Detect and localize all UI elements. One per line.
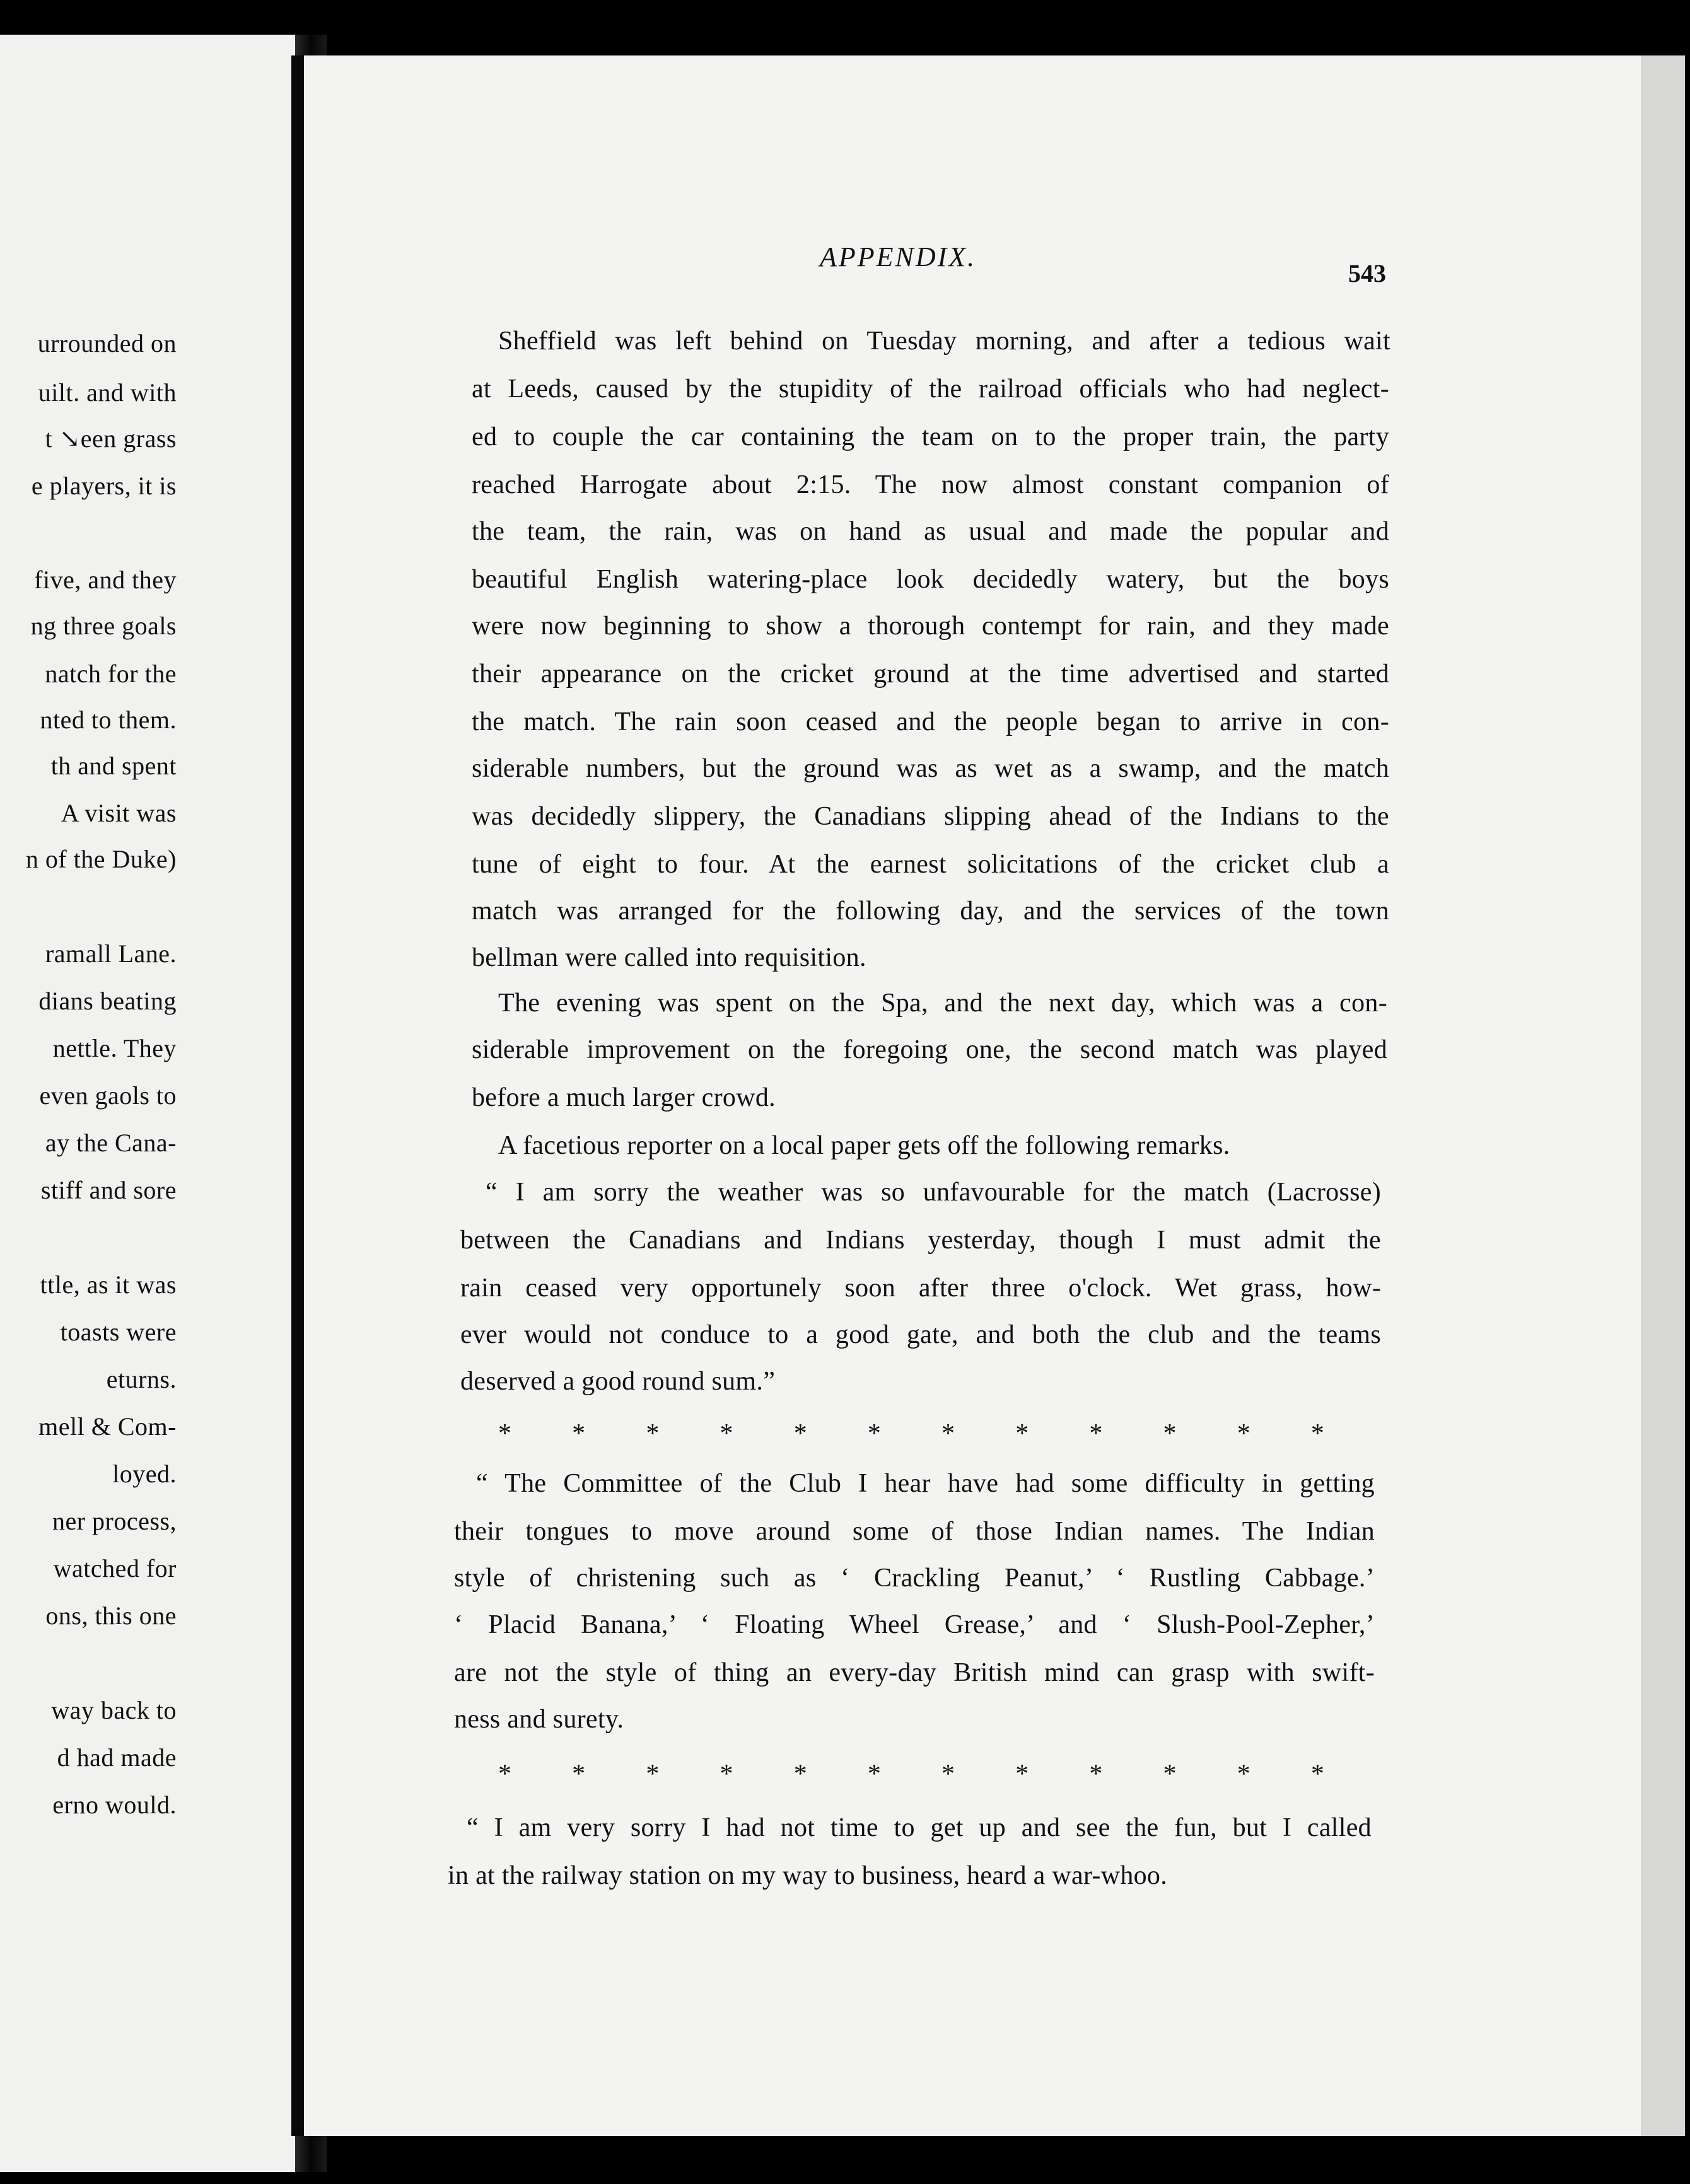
left-page-line: ner process, xyxy=(52,1507,177,1535)
body-line: reached Harrogate about 2:15. The now almost constant companion of xyxy=(472,470,1389,499)
left-page-line: mell & Com- xyxy=(38,1412,177,1441)
asterisk: * xyxy=(867,1760,881,1789)
asterisk: * xyxy=(572,1760,586,1789)
body-line: ‘ Placid Banana,’ ‘ Floating Wheel Grease,’ and ‘ Slush-Pool-Zepher,’ xyxy=(454,1610,1375,1639)
asterisk: * xyxy=(572,1419,586,1448)
body-line: were now beginning to show a thorough contempt for rain, and they made xyxy=(472,612,1389,641)
left-page-line: n of the Duke) xyxy=(25,845,177,873)
asterisk: * xyxy=(646,1419,660,1448)
body-line: A facetious reporter on a local paper gets off the following remarks. xyxy=(498,1131,1230,1160)
body-line: in at the railway station on my way to business, heard a war-whoo. xyxy=(448,1861,1168,1890)
left-page-line: nted to them. xyxy=(40,706,177,734)
body-line: before a much larger crowd. xyxy=(472,1083,776,1112)
body-line: their appearance on the cricket ground at the time advertised and started xyxy=(472,659,1389,688)
left-page-line: ons, this one xyxy=(45,1601,177,1630)
left-page-line: e players, it is xyxy=(31,472,177,500)
body-line: bellman were called into requisition. xyxy=(472,943,866,972)
left-page-line: ttle, as it was xyxy=(40,1270,177,1299)
body-line: their tongues to move around some of those Indian names. The Indian xyxy=(454,1517,1375,1546)
asterisk: * xyxy=(1310,1760,1324,1789)
asterisk: * xyxy=(720,1760,733,1789)
left-page-line: ng three goals xyxy=(30,612,177,640)
asterisk: * xyxy=(867,1419,881,1448)
body-line: deserved a good round sum.” xyxy=(460,1367,776,1396)
asterisk: * xyxy=(498,1419,511,1448)
body-line: the match. The rain soon ceased and the people began to arrive in con- xyxy=(472,707,1389,736)
left-page-line: toasts were xyxy=(60,1318,177,1346)
left-page-line: ay the Cana- xyxy=(45,1129,177,1157)
left-page-line: watched for xyxy=(53,1554,177,1583)
page-number: 543 xyxy=(1348,259,1386,288)
body-line: between the Canadians and Indians yesterday, though I must admit the xyxy=(460,1226,1381,1255)
left-page-line: d had made xyxy=(57,1743,177,1772)
body-line: siderable numbers, but the ground was as wet as a swamp, and the match xyxy=(472,754,1389,783)
asterisk: * xyxy=(1015,1419,1029,1448)
left-page-line: t ↘een grass xyxy=(45,424,177,453)
page-edge xyxy=(1641,55,1685,2136)
left-page xyxy=(0,35,315,2172)
body-line: at Leeds, caused by the stupidity of the railroad officials who had neglect- xyxy=(472,375,1389,404)
asterisk: * xyxy=(1163,1419,1177,1448)
left-page-line: way back to xyxy=(51,1696,177,1724)
body-line: ness and surety. xyxy=(454,1705,624,1734)
body-line: The evening was spent on the Spa, and the next day, which was a con- xyxy=(498,989,1387,1018)
left-page-line: five, and they xyxy=(34,566,177,594)
left-page-line: ramall Lane. xyxy=(45,939,177,968)
left-page-line: eturns. xyxy=(106,1365,177,1393)
left-page-line: nettle. They xyxy=(52,1034,177,1062)
running-header: APPENDIX. xyxy=(820,241,977,272)
asterisk: * xyxy=(1237,1760,1250,1789)
asterisk: * xyxy=(1089,1760,1103,1789)
asterisk: * xyxy=(1310,1419,1324,1448)
asterisk: * xyxy=(1163,1760,1177,1789)
left-page-line: erno would. xyxy=(52,1791,177,1819)
asterisk: * xyxy=(1237,1419,1250,1448)
left-page-line: A visit was xyxy=(61,799,177,827)
body-line: the team, the rain, was on hand as usual and made the popular and xyxy=(472,517,1389,546)
body-line: “ I am sorry the weather was so unfavourable for the match (Lacrosse) xyxy=(486,1178,1381,1207)
body-line: match was arranged for the following day, and the services of the town xyxy=(472,897,1389,926)
left-page-line: dians beating xyxy=(38,987,177,1015)
left-page-line: even gaols to xyxy=(39,1081,177,1110)
asterisk: * xyxy=(720,1419,733,1448)
body-line: rain ceased very opportunely soon after three o'clock. Wet grass, how- xyxy=(460,1274,1381,1303)
asterisk: * xyxy=(498,1760,511,1789)
left-page-line: stiff and sore xyxy=(40,1176,177,1204)
body-line: ed to couple the car containing the team on to the proper train, the party xyxy=(472,422,1389,451)
body-line: Sheffield was left behind on Tuesday morning, and after a tedious wait xyxy=(498,327,1390,356)
body-line: “ I am very sorry I had not time to get up and see the fun, but I called xyxy=(467,1813,1372,1842)
left-page-line: urrounded on xyxy=(37,329,177,357)
left-page-line: uilt. and with xyxy=(38,378,177,407)
asterisk: * xyxy=(793,1419,807,1448)
body-line: “ The Committee of the Club I hear have had some difficulty in getting xyxy=(476,1469,1375,1498)
asterisk-separator xyxy=(498,1759,1324,1789)
body-line: ever would not conduce to a good gate, and both the club and the teams xyxy=(460,1320,1381,1349)
asterisk: * xyxy=(1089,1419,1103,1448)
asterisk: * xyxy=(646,1760,660,1789)
body-line: style of christening such as ‘ Crackling Peanut,’ ‘ Rustling Cabbage.’ xyxy=(454,1564,1375,1593)
asterisk: * xyxy=(793,1760,807,1789)
body-line: siderable improvement on the foregoing one, the second match was played xyxy=(472,1035,1387,1064)
asterisk: * xyxy=(1015,1760,1029,1789)
asterisk-separator xyxy=(498,1419,1324,1449)
left-page-line: th and spent xyxy=(50,752,177,780)
left-page-line: natch for the xyxy=(45,659,177,688)
body-line: beautiful English watering-place look decidedly watery, but the boys xyxy=(472,565,1389,594)
body-line: are not the style of thing an every-day British mind can grasp with swift- xyxy=(454,1658,1375,1687)
left-page-line: loyed. xyxy=(112,1460,177,1488)
body-line: was decidedly slippery, the Canadians slipping ahead of the Indians to the xyxy=(472,802,1389,831)
asterisk: * xyxy=(941,1419,955,1448)
body-line: tune of eight to four. At the earnest solicitations of the cricket club a xyxy=(472,850,1389,879)
asterisk: * xyxy=(941,1760,955,1789)
